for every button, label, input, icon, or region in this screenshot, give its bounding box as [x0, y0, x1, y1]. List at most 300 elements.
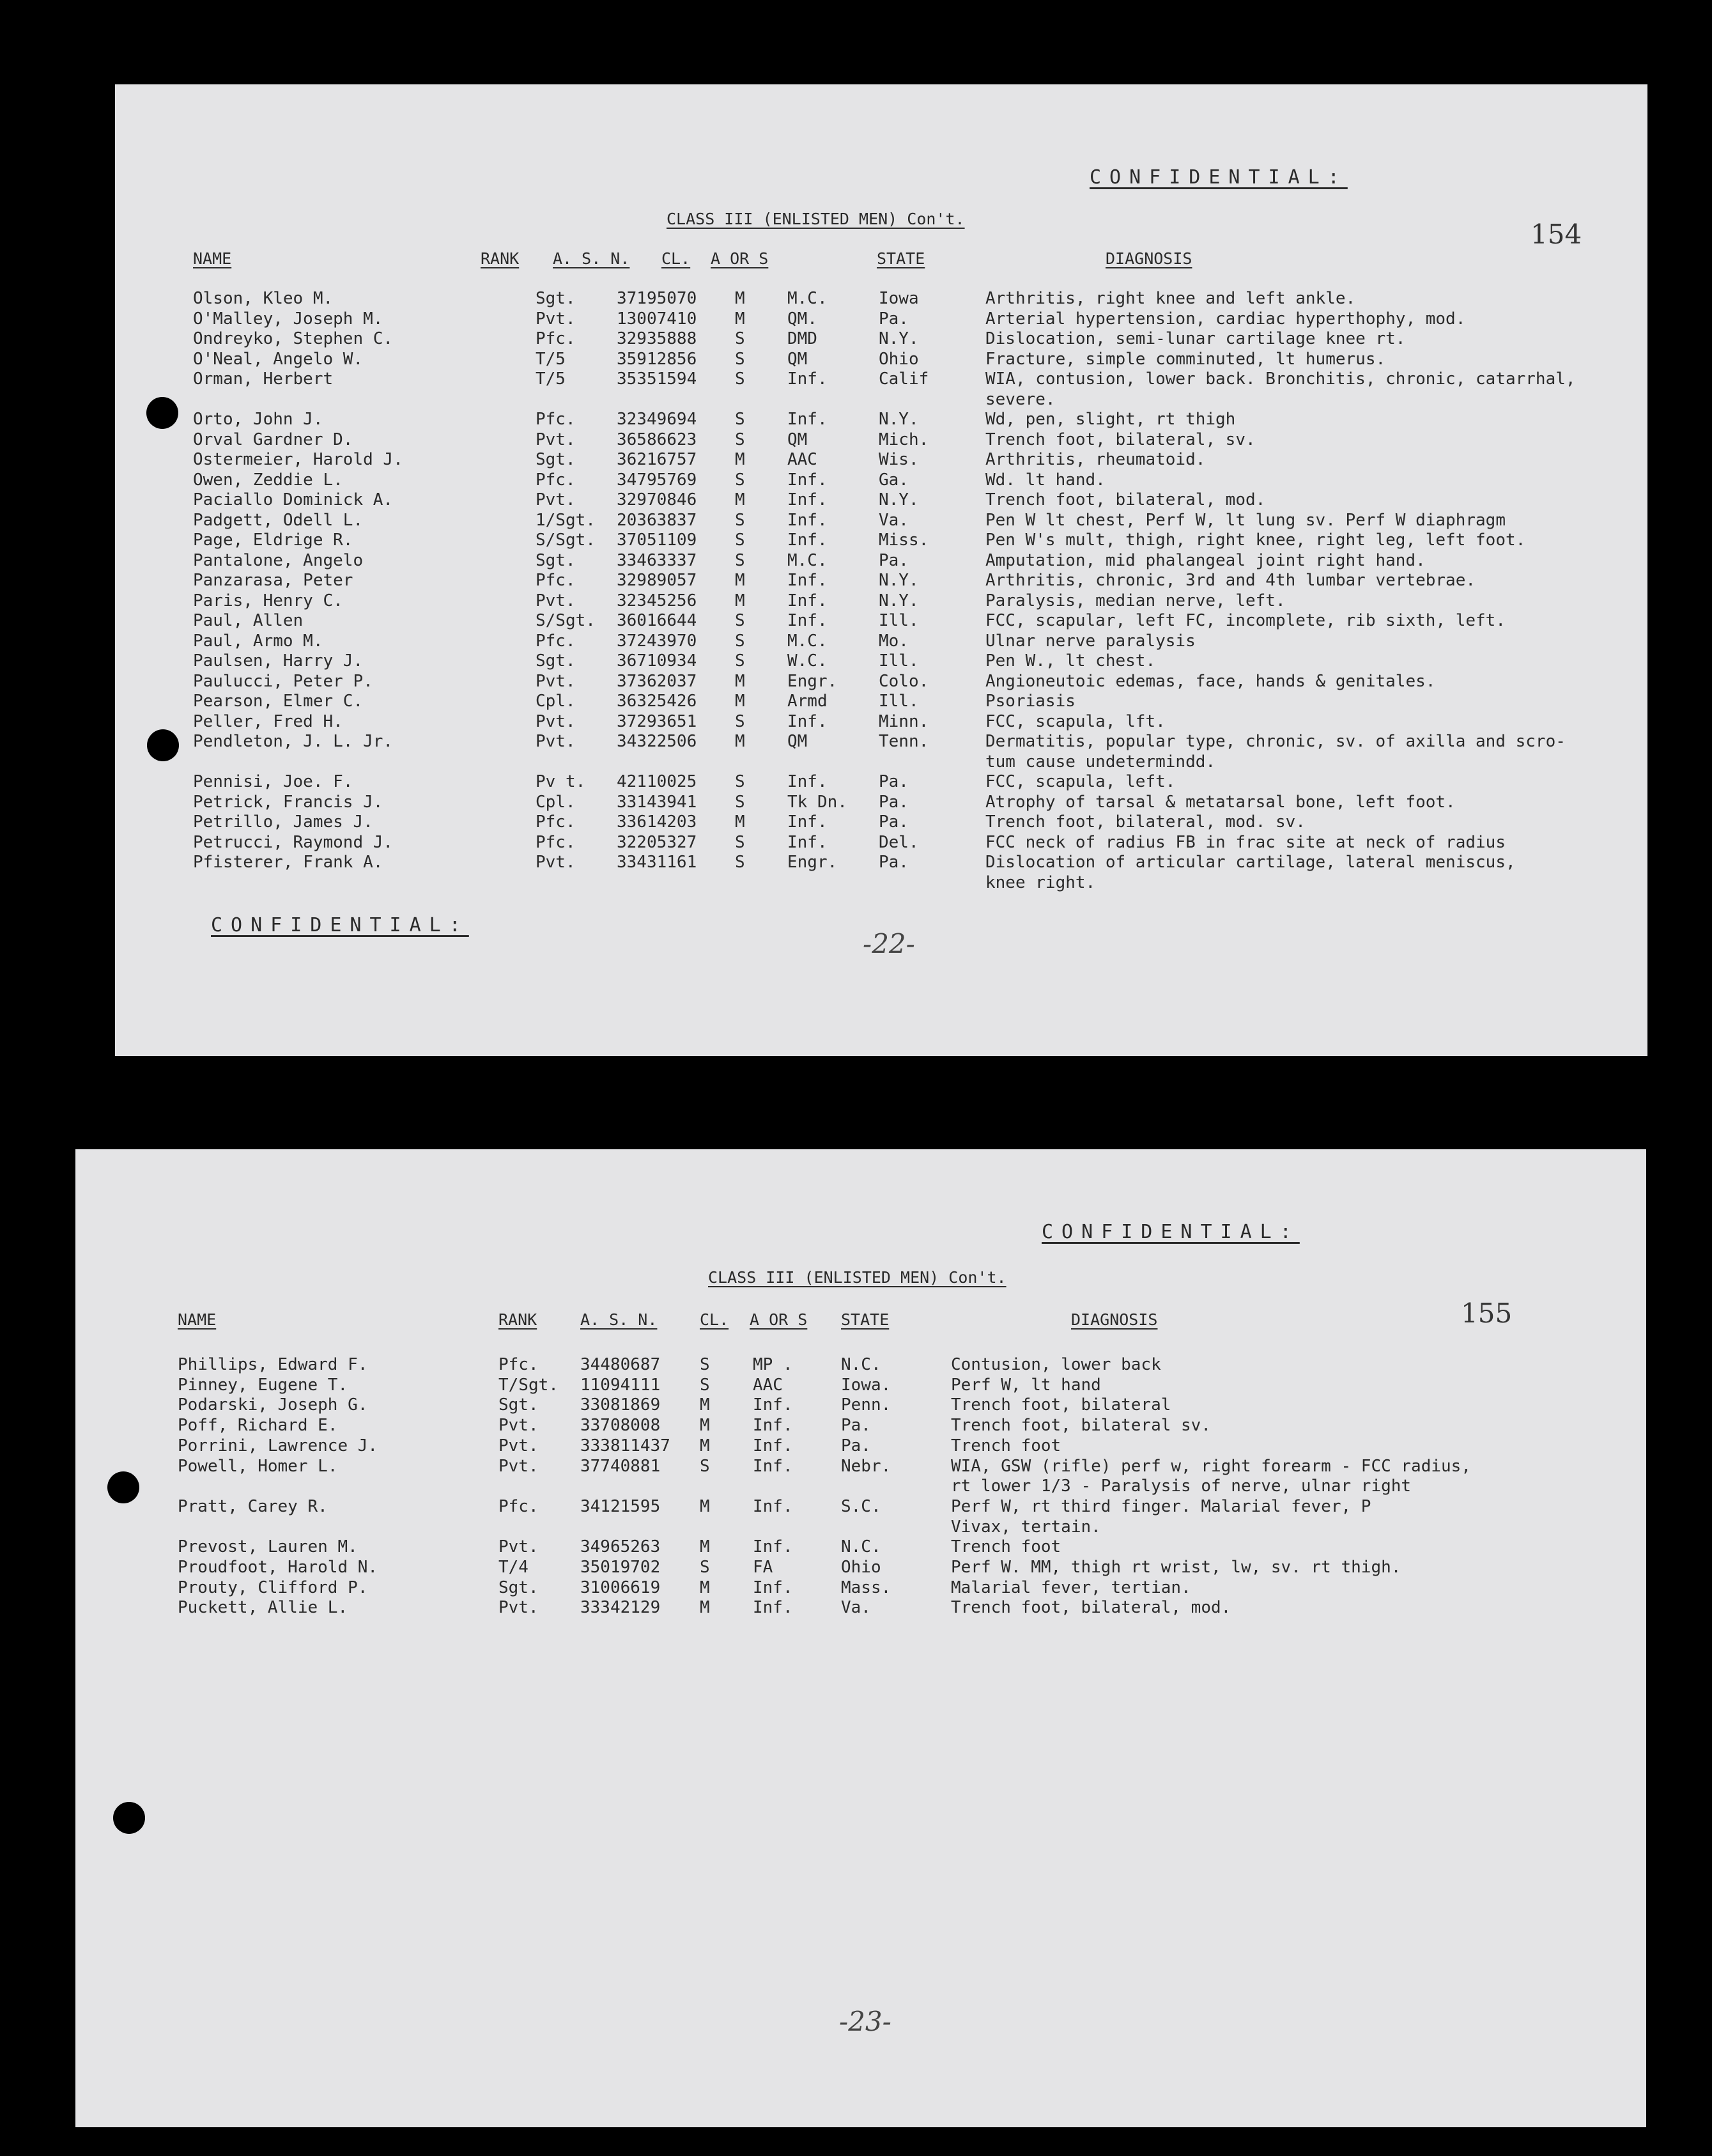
- row-rank: Pvt.: [498, 1436, 539, 1455]
- row-class: S: [700, 1558, 710, 1577]
- row-diagnosis-continued: knee right.: [985, 872, 1096, 892]
- row-asn: 32989057: [617, 571, 697, 590]
- row-name: Peller, Fred H.: [193, 711, 343, 731]
- row-class: M: [700, 1598, 710, 1618]
- row-diagnosis: Perf W, lt hand: [951, 1375, 1101, 1395]
- row-diagnosis: WIA, GSW (rifle) perf w, right forearm - FCC radius,: [951, 1456, 1471, 1476]
- header-cl: CL.: [661, 249, 691, 268]
- row-class: M: [700, 1496, 710, 1516]
- document-page-154: [115, 84, 1647, 1056]
- row-asn: 37051109: [617, 531, 697, 550]
- row-class: S: [735, 772, 745, 791]
- row-name: Pinney, Eugene T.: [178, 1375, 348, 1395]
- row-class: S: [735, 711, 745, 731]
- table-row: [115, 369, 1647, 410]
- row-rank: Pvt.: [498, 1537, 539, 1557]
- row-name: Page, Eldrige R.: [193, 531, 353, 550]
- row-diagnosis: Dislocation of articular cartilage, lateral meniscus,: [985, 853, 1516, 872]
- row-state: Pa.: [879, 550, 909, 570]
- row-diagnosis: Ulnar nerve paralysis: [985, 631, 1196, 651]
- row-a-or-s: Inf.: [753, 1436, 793, 1455]
- row-asn: 36586623: [617, 430, 697, 449]
- row-a-or-s: M.C.: [787, 289, 828, 308]
- row-diagnosis: Pen W lt chest, Perf W, lt lung sv. Perf W diaphragm: [985, 510, 1506, 530]
- row-state: Miss.: [879, 531, 929, 550]
- row-a-or-s: QM: [787, 732, 808, 751]
- row-name: Petrucci, Raymond J.: [193, 832, 394, 852]
- header-state: STATE: [877, 249, 925, 268]
- row-rank: Pfc.: [498, 1496, 539, 1516]
- row-diagnosis: Malarial fever, tertian.: [951, 1578, 1191, 1597]
- row-asn: 37362037: [617, 671, 697, 691]
- row-a-or-s: AAC: [753, 1375, 783, 1395]
- row-diagnosis: Arthritis, chronic, 3rd and 4th lumbar vertebrae.: [985, 571, 1476, 590]
- document-page-155: [75, 1149, 1646, 2127]
- row-rank: Sgt.: [536, 289, 576, 308]
- row-class: S: [735, 369, 745, 389]
- header-rank: RANK: [481, 249, 520, 268]
- row-rank: Pfc.: [536, 329, 576, 348]
- row-name: Padgett, Odell L.: [193, 510, 364, 530]
- row-a-or-s: Inf.: [787, 611, 828, 630]
- row-asn: 32345256: [617, 591, 697, 610]
- row-state: N.C.: [841, 1537, 881, 1557]
- row-state: Pa.: [879, 812, 909, 832]
- row-a-or-s: Inf.: [787, 410, 828, 429]
- row-state: Minn.: [879, 711, 929, 731]
- row-rank: S/Sgt.: [536, 611, 596, 630]
- row-class: M: [700, 1416, 710, 1436]
- row-name: Puckett, Allie L.: [178, 1598, 348, 1618]
- confidential-heading: CONFIDENTIAL:: [1090, 166, 1348, 189]
- table-row: [75, 1457, 1646, 1498]
- row-asn: 33614203: [617, 812, 697, 832]
- row-diagnosis: WIA, contusion, lower back. Bronchitis, chronic, catarrhal,: [985, 369, 1576, 389]
- row-state: Ill.: [879, 651, 919, 671]
- row-a-or-s: Engr.: [787, 671, 838, 691]
- row-asn: 333811437: [580, 1436, 670, 1455]
- row-class: S: [735, 611, 745, 630]
- row-state: Ohio: [879, 349, 919, 369]
- class-title: CLASS III (ENLISTED MEN) Con't.: [708, 1268, 1006, 1287]
- confidential-heading: CONFIDENTIAL:: [1042, 1221, 1300, 1243]
- binder-hole: [107, 1471, 139, 1503]
- row-class: S: [735, 329, 745, 348]
- row-state: Va.: [841, 1598, 871, 1618]
- row-name: Porrini, Lawrence J.: [178, 1436, 378, 1455]
- row-a-or-s: Armd: [787, 692, 828, 711]
- table-row: [75, 1497, 1646, 1538]
- row-rank: Pvt.: [536, 732, 576, 751]
- row-a-or-s: Inf.: [753, 1598, 793, 1618]
- row-diagnosis: Perf W. MM, thigh rt wrist, lw, sv. rt thigh.: [951, 1558, 1401, 1577]
- row-a-or-s: FA: [753, 1558, 773, 1577]
- row-state: Pa.: [879, 772, 909, 791]
- row-asn: 36710934: [617, 651, 697, 671]
- row-a-or-s: M.C.: [787, 550, 828, 570]
- row-name: Orman, Herbert: [193, 369, 334, 389]
- row-diagnosis: Pen W., lt chest.: [985, 651, 1156, 671]
- row-a-or-s: QM: [787, 430, 808, 449]
- row-rank: Pvt.: [498, 1598, 539, 1618]
- row-name: Paul, Allen: [193, 611, 304, 630]
- row-rank: 1/Sgt.: [536, 510, 596, 530]
- row-rank: Cpl.: [536, 792, 576, 812]
- row-class: M: [735, 309, 745, 329]
- row-state: Iowa: [879, 289, 919, 308]
- row-diagnosis-continued: tum cause undetermindd.: [985, 752, 1216, 772]
- row-a-or-s: Inf.: [787, 832, 828, 852]
- row-a-or-s: Inf.: [753, 1416, 793, 1436]
- row-diagnosis: Angioneutoic edemas, face, hands & genitales.: [985, 671, 1436, 691]
- table-row: [115, 732, 1647, 773]
- row-rank: Cpl.: [536, 692, 576, 711]
- row-diagnosis: Trench foot, bilateral, mod.: [985, 490, 1266, 509]
- row-a-or-s: Inf.: [753, 1537, 793, 1557]
- row-diagnosis: Pen W's mult, thigh, right knee, right leg, left foot.: [985, 531, 1526, 550]
- row-class: M: [700, 1436, 710, 1455]
- row-a-or-s: Inf.: [787, 571, 828, 590]
- row-name: Owen, Zeddie L.: [193, 470, 343, 490]
- row-class: S: [735, 832, 745, 852]
- row-a-or-s: Inf.: [787, 531, 828, 550]
- row-rank: Pvt.: [536, 490, 576, 509]
- row-asn: 34795769: [617, 470, 697, 490]
- row-diagnosis: Contusion, lower back: [951, 1355, 1161, 1374]
- row-a-or-s: Inf.: [787, 711, 828, 731]
- row-diagnosis: Dislocation, semi-lunar cartilage knee rt.: [985, 329, 1406, 348]
- row-state: N.Y.: [879, 329, 919, 348]
- header-name: NAME: [193, 249, 232, 268]
- binder-hole: [146, 397, 178, 429]
- row-rank: Pvt.: [536, 591, 576, 610]
- row-diagnosis: Trench foot: [951, 1537, 1061, 1557]
- row-a-or-s: Inf.: [753, 1578, 793, 1597]
- row-diagnosis-continued: Vivax, tertain.: [951, 1517, 1101, 1537]
- row-diagnosis: Trench foot, bilateral sv.: [951, 1416, 1211, 1436]
- row-asn: 20363837: [617, 510, 697, 530]
- row-asn: 33708008: [580, 1416, 661, 1436]
- row-diagnosis: Perf W, rt third finger. Malarial fever, P: [951, 1496, 1371, 1516]
- header-asn: A. S. N.: [553, 249, 630, 268]
- row-state: Del.: [879, 832, 919, 852]
- row-diagnosis: Fracture, simple comminuted, lt humerus.: [985, 349, 1386, 369]
- row-state: Calif: [879, 369, 929, 389]
- row-asn: 35351594: [617, 369, 697, 389]
- row-name: Petrillo, James J.: [193, 812, 373, 832]
- header-diagnosis: DIAGNOSIS: [1106, 249, 1192, 268]
- row-a-or-s: Inf.: [753, 1496, 793, 1516]
- row-state: Ohio: [841, 1558, 881, 1577]
- row-name: Orto, John J.: [193, 410, 323, 429]
- row-rank: Pfc.: [498, 1355, 539, 1374]
- row-rank: Pfc.: [536, 631, 576, 651]
- row-asn: 36325426: [617, 692, 697, 711]
- row-a-or-s: MP .: [753, 1355, 793, 1374]
- row-asn: 32205327: [617, 832, 697, 852]
- row-name: Ondreyko, Stephen C.: [193, 329, 394, 348]
- row-diagnosis: Trench foot, bilateral, sv.: [985, 430, 1256, 449]
- row-asn: 34121595: [580, 1496, 661, 1516]
- row-class: S: [735, 651, 745, 671]
- row-name: Powell, Homer L.: [178, 1456, 338, 1476]
- row-asn: 42110025: [617, 772, 697, 791]
- row-diagnosis: FCC, scapula, left.: [985, 772, 1176, 791]
- row-a-or-s: Inf.: [753, 1395, 793, 1415]
- row-diagnosis: Atrophy of tarsal & metatarsal bone, left foot.: [985, 792, 1456, 812]
- row-state: Pa.: [879, 853, 909, 872]
- row-diagnosis: Arterial hypertension, cardiac hyperthophy, mod.: [985, 309, 1466, 329]
- row-diagnosis: Trench foot, bilateral: [951, 1395, 1171, 1415]
- row-rank: Pvt.: [536, 853, 576, 872]
- row-asn: 36216757: [617, 450, 697, 469]
- row-rank: Pvt.: [536, 430, 576, 449]
- row-name: O'Neal, Angelo W.: [193, 349, 364, 369]
- header-a-or-s: A OR S: [711, 249, 769, 268]
- header-cl: CL.: [700, 1310, 729, 1329]
- class-title: CLASS III (ENLISTED MEN) Con't.: [667, 210, 965, 228]
- row-a-or-s: Inf.: [753, 1456, 793, 1476]
- row-asn: 13007410: [617, 309, 697, 329]
- header-name: NAME: [178, 1310, 217, 1329]
- row-a-or-s: Inf.: [787, 490, 828, 509]
- row-asn: 33081869: [580, 1395, 661, 1415]
- row-a-or-s: Inf.: [787, 510, 828, 530]
- row-rank: Pfc.: [536, 832, 576, 852]
- row-class: S: [700, 1355, 710, 1374]
- header-rank: RANK: [498, 1310, 537, 1329]
- row-state: Tenn.: [879, 732, 929, 751]
- row-name: Orval Gardner D.: [193, 430, 353, 449]
- row-a-or-s: DMD: [787, 329, 817, 348]
- row-state: Colo.: [879, 671, 929, 691]
- row-name: Petrick, Francis J.: [193, 792, 383, 812]
- row-class: S: [735, 550, 745, 570]
- binder-hole: [147, 729, 179, 761]
- row-name: Pennisi, Joe. F.: [193, 772, 353, 791]
- row-a-or-s: QM: [787, 349, 808, 369]
- row-class: M: [735, 692, 745, 711]
- row-rank: T/Sgt.: [498, 1375, 559, 1395]
- row-class: M: [735, 812, 745, 832]
- row-asn: 34480687: [580, 1355, 661, 1374]
- row-a-or-s: Engr.: [787, 853, 838, 872]
- row-name: Paciallo Dominick A.: [193, 490, 394, 509]
- row-asn: 34965263: [580, 1537, 661, 1557]
- row-state: Iowa.: [841, 1375, 891, 1395]
- confidential-footer: CONFIDENTIAL:: [211, 914, 469, 936]
- row-class: S: [735, 410, 745, 429]
- row-rank: Pfc.: [536, 470, 576, 490]
- row-state: Va.: [879, 510, 909, 530]
- row-rank: Sgt.: [536, 550, 576, 570]
- row-rank: Pvt.: [536, 309, 576, 329]
- table-row: [75, 1598, 1646, 1639]
- row-rank: Pvt.: [536, 711, 576, 731]
- row-state: N.C.: [841, 1355, 881, 1374]
- row-state: N.Y.: [879, 591, 919, 610]
- row-state: Ga.: [879, 470, 909, 490]
- row-rank: Sgt.: [498, 1578, 539, 1597]
- row-state: Pa.: [841, 1436, 871, 1455]
- row-diagnosis: Dermatitis, popular type, chronic, sv. of axilla and scro-: [985, 732, 1566, 751]
- row-a-or-s: Inf.: [787, 772, 828, 791]
- row-name: Phillips, Edward F.: [178, 1355, 368, 1374]
- row-asn: 33463337: [617, 550, 697, 570]
- row-state: S.C.: [841, 1496, 881, 1516]
- page-footer-number: -22-: [863, 928, 915, 959]
- row-rank: Pvt.: [498, 1416, 539, 1436]
- header-state: STATE: [841, 1310, 890, 1329]
- row-name: Pfisterer, Frank A.: [193, 853, 383, 872]
- row-diagnosis: Arthritis, right knee and left ankle.: [985, 289, 1356, 308]
- row-rank: T/4: [498, 1558, 528, 1577]
- row-name: Proudfoot, Harold N.: [178, 1558, 378, 1577]
- row-name: Pratt, Carey R.: [178, 1496, 328, 1516]
- row-class: M: [700, 1537, 710, 1557]
- row-name: Pantalone, Angelo: [193, 550, 364, 570]
- row-state: N.Y.: [879, 571, 919, 590]
- row-asn: 32935888: [617, 329, 697, 348]
- row-diagnosis: FCC, scapular, left FC, incomplete, rib sixth, left.: [985, 611, 1506, 630]
- row-state: Ill.: [879, 611, 919, 630]
- row-a-or-s: W.C.: [787, 651, 828, 671]
- row-class: S: [735, 792, 745, 812]
- row-state: N.Y.: [879, 490, 919, 509]
- row-name: Paris, Henry C.: [193, 591, 343, 610]
- row-rank: Pv t.: [536, 772, 586, 791]
- row-asn: 37740881: [580, 1456, 661, 1476]
- row-class: M: [700, 1578, 710, 1597]
- row-asn: 35912856: [617, 349, 697, 369]
- row-rank: Pvt.: [536, 671, 576, 691]
- row-rank: Sgt.: [498, 1395, 539, 1415]
- header-diagnosis: DIAGNOSIS: [1071, 1310, 1158, 1329]
- row-state: Penn.: [841, 1395, 891, 1415]
- row-name: Olson, Kleo M.: [193, 289, 334, 308]
- row-asn: 33143941: [617, 792, 697, 812]
- row-diagnosis: Trench foot, bilateral, mod.: [951, 1598, 1231, 1618]
- row-class: M: [735, 450, 745, 469]
- row-state: Wis.: [879, 450, 919, 469]
- row-class: M: [735, 591, 745, 610]
- row-rank: Sgt.: [536, 450, 576, 469]
- row-state: Mich.: [879, 430, 929, 449]
- row-rank: Pfc.: [536, 410, 576, 429]
- row-class: S: [735, 470, 745, 490]
- row-diagnosis: Wd, pen, slight, rt thigh: [985, 410, 1236, 429]
- row-rank: Sgt.: [536, 651, 576, 671]
- row-a-or-s: AAC: [787, 450, 817, 469]
- row-name: Paul, Armo M.: [193, 631, 323, 651]
- row-a-or-s: Inf.: [787, 591, 828, 610]
- row-asn: 34322506: [617, 732, 697, 751]
- row-diagnosis: Trench foot, bilateral, mod. sv.: [985, 812, 1306, 832]
- row-diagnosis: Wd. lt hand.: [985, 470, 1106, 490]
- personnel-table: [115, 84, 1647, 1056]
- row-name: Prouty, Clifford P.: [178, 1578, 368, 1597]
- row-name: Paulucci, Peter P.: [193, 671, 373, 691]
- row-class: M: [735, 732, 745, 751]
- row-name: Pearson, Elmer C.: [193, 692, 364, 711]
- row-rank: Pvt.: [498, 1456, 539, 1476]
- row-state: Pa.: [879, 792, 909, 812]
- row-state: Ill.: [879, 692, 919, 711]
- row-class: S: [735, 631, 745, 651]
- row-asn: 31006619: [580, 1578, 661, 1597]
- row-diagnosis: Psoriasis: [985, 692, 1076, 711]
- row-state: Pa.: [841, 1416, 871, 1436]
- row-asn: 33342129: [580, 1598, 661, 1618]
- row-rank: Pfc.: [536, 571, 576, 590]
- row-a-or-s: QM.: [787, 309, 817, 329]
- row-rank: Pfc.: [536, 812, 576, 832]
- binder-hole: [113, 1802, 145, 1834]
- row-name: Paulsen, Harry J.: [193, 651, 364, 671]
- row-state: Pa.: [879, 309, 909, 329]
- row-asn: 35019702: [580, 1558, 661, 1577]
- row-class: S: [700, 1375, 710, 1395]
- row-diagnosis-continued: rt lower 1/3 - Paralysis of nerve, ulnar right: [951, 1477, 1412, 1496]
- row-state: Nebr.: [841, 1456, 891, 1476]
- row-name: Panzarasa, Peter: [193, 571, 353, 590]
- row-class: S: [735, 510, 745, 530]
- row-name: Prevost, Lauren M.: [178, 1537, 358, 1557]
- row-class: M: [735, 671, 745, 691]
- page-number: 155: [1461, 1298, 1513, 1329]
- row-diagnosis: Paralysis, median nerve, left.: [985, 591, 1286, 610]
- header-a-or-s: A OR S: [750, 1310, 808, 1329]
- row-class: S: [735, 349, 745, 369]
- row-diagnosis: FCC neck of radius FB in frac site at neck of radius: [985, 832, 1506, 852]
- row-class: M: [735, 289, 745, 308]
- row-asn: 37243970: [617, 631, 697, 651]
- row-name: Poff, Richard E.: [178, 1416, 338, 1436]
- row-name: Ostermeier, Harold J.: [193, 450, 403, 469]
- row-asn: 36016644: [617, 611, 697, 630]
- page-footer-number: -23-: [839, 2006, 891, 2037]
- row-state: N.Y.: [879, 410, 919, 429]
- row-a-or-s: Inf.: [787, 812, 828, 832]
- row-state: Mass.: [841, 1578, 891, 1597]
- row-a-or-s: Tk Dn.: [787, 792, 847, 812]
- row-a-or-s: Inf.: [787, 470, 828, 490]
- row-asn: 32970846: [617, 490, 697, 509]
- table-row: [115, 853, 1647, 894]
- header-asn: A. S. N.: [580, 1310, 658, 1329]
- row-asn: 11094111: [580, 1375, 661, 1395]
- page-number: 154: [1531, 219, 1582, 250]
- row-rank: S/Sgt.: [536, 531, 596, 550]
- row-diagnosis: Arthritis, rheumatoid.: [985, 450, 1206, 469]
- row-asn: 33431161: [617, 853, 697, 872]
- row-class: M: [735, 490, 745, 509]
- row-class: M: [700, 1395, 710, 1415]
- row-a-or-s: M.C.: [787, 631, 828, 651]
- row-diagnosis: Amputation, mid phalangeal joint right hand.: [985, 550, 1426, 570]
- row-asn: 37195070: [617, 289, 697, 308]
- row-class: S: [735, 853, 745, 872]
- row-rank: T/5: [536, 349, 566, 369]
- row-asn: 37293651: [617, 711, 697, 731]
- row-class: S: [735, 430, 745, 449]
- row-name: Pendleton, J. L. Jr.: [193, 732, 394, 751]
- row-name: Podarski, Joseph G.: [178, 1395, 368, 1415]
- row-a-or-s: Inf.: [787, 369, 828, 389]
- row-diagnosis: FCC, scapula, lft.: [985, 711, 1166, 731]
- row-state: Mo.: [879, 631, 909, 651]
- row-class: S: [735, 531, 745, 550]
